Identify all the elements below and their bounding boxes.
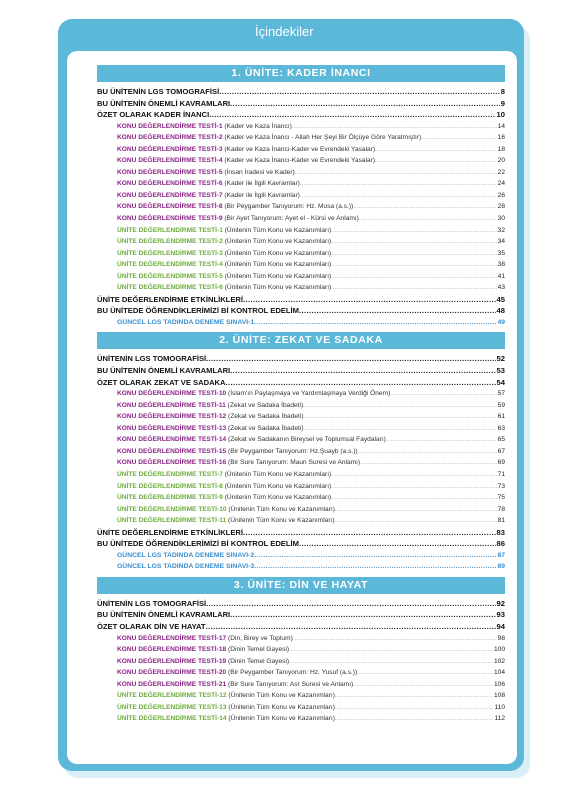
dot-leader [331,271,496,283]
toc-entry[interactable] [97,317,505,329]
test-name: KONU DEĞERLENDİRME TESTİ-12 [117,413,227,421]
entry-label: BU ÜNİTEDE ÖĞRENDİKLERİMİZİ Bİ KONTROL EDELİM [97,539,299,549]
page-number: 49 [497,318,505,326]
dot-leader [219,86,500,98]
dot-leader [300,190,497,202]
dot-leader [335,713,494,725]
toc-entry[interactable] [97,305,505,317]
entry-label: GÜNCEL LGS TADINDA DENEME SINAVI-3 [117,563,255,571]
toc-entry[interactable] [97,144,505,156]
entry-label: BU ÜNİTENİN LGS TOMOGRAFİSİ [97,87,220,96]
entry-label [117,667,357,679]
page-title: İçindekiler [255,24,314,39]
test-name: KONU DEĞERLENDİRME TESTİ-16 [117,459,227,467]
page-number: 106 [493,680,505,688]
dot-leader [331,481,496,493]
page-number: 28 [497,203,505,211]
page-number: 81 [497,517,505,525]
dot-leader [390,388,496,400]
test-description: (Bir Peygamber Tanıyorum: Hz.Şuayb (a.s.)) [228,447,358,455]
dot-leader [230,365,495,377]
test-name: KONU DEĞERLENDİRME TESTİ-17 [117,634,227,642]
test-description: (Zekat ve Sadaka İbadeti) [227,401,304,409]
test-name: KONU DEĞERLENDİRME TESTİ-14 [117,436,227,444]
page-number: 110 [494,703,505,711]
entry-label [117,248,331,260]
page-number: 10 [496,110,505,120]
toc-entry[interactable] [97,713,505,725]
test-description: (Ünitenin Tüm Konu ve Kazanımları) [224,482,332,490]
toc-entry[interactable] [97,259,505,271]
page-number: 108 [493,692,505,700]
entry-label [117,515,335,527]
test-name: KONU DEĞERLENDİRME TESTİ-19 [117,657,227,665]
toc-entry[interactable] [97,492,505,504]
page-number: 71 [497,470,505,478]
entry-label: BU ÜNİTEDE ÖĞRENDİKLERİMİZİ Bİ KONTROL EDELİM [97,306,299,316]
entry-label [117,690,335,702]
entry-label [117,121,292,133]
toc-entry[interactable] [97,609,505,621]
page-number: 43 [497,284,505,292]
test-description: (Bir Peygamber Tanıyorum: Hz. Musa (a.s.)) [224,203,354,211]
dot-leader [254,550,496,562]
toc-entry[interactable] [97,550,505,562]
entry-label [117,132,421,144]
entry-label: GÜNCEL LGS TADINDA DENEME SINAVI-2 [117,551,255,559]
test-name: KONU DEĞERLENDİRME TESTİ-5 [117,168,223,176]
page-number: 14 [497,122,505,130]
toc-entry[interactable] [97,213,505,225]
entry-label [117,201,353,213]
test-description: (Zekat ve Sadakanın Bireysel ve Toplumsal Faydaları) [228,436,386,444]
dot-leader [331,469,496,481]
dot-leader [299,305,496,317]
toc-entry[interactable] [97,598,505,610]
test-description: (Ünitenin Tüm Konu ve Kazanımları) [224,238,332,246]
toc-entry[interactable] [97,527,505,539]
page-number: 34 [497,238,505,246]
dot-leader [331,282,496,294]
toc-entry[interactable] [97,644,505,656]
entry-label: ÜNİTENİN LGS TOMOGRAFİSİ [97,354,207,364]
test-description: (Din, Birey ve Toplum) [228,634,293,642]
dot-leader [335,690,493,702]
test-description: (Bir Ayet Tanıyorum: Ayet el - Kürsi ve Anlamı) [224,215,359,223]
page-number: 65 [497,436,505,444]
dot-leader [353,679,493,691]
entry-label [117,481,331,493]
dot-leader [335,515,497,527]
page-number: 41 [497,272,505,280]
test-name: KONU DEĞERLENDİRME TESTİ-6 [117,180,223,188]
test-name: ÜNİTE DEĞERLENDİRME TESTİ-14 [117,715,227,723]
test-description: (Dinin Temel Gayesi) [228,646,290,654]
page-number: 83 [496,527,505,537]
test-name: ÜNİTE DEĞERLENDİRME TESTİ-6 [117,284,223,292]
test-description: (Ünitenin Tüm Konu ve Kazanımları) [224,494,332,502]
toc-entry[interactable] [97,469,505,481]
toc-entry[interactable] [97,178,505,190]
dot-leader [254,317,496,329]
dot-leader [353,201,496,213]
toc-entry[interactable] [97,690,505,702]
toc-entry[interactable] [97,400,505,412]
dot-leader [289,644,493,656]
toc-entry[interactable] [97,282,505,294]
toc-entry[interactable] [97,702,505,714]
test-description: (Ünitenin Tüm Konu ve Kazanımları) [224,470,332,478]
dot-leader [357,667,493,679]
test-description: (Ünitenin Tüm Konu ve Kazanımları) [228,692,335,700]
toc-entry[interactable] [97,365,505,377]
toc-entry[interactable] [97,155,505,167]
test-name: ÜNİTE DEĞERLENDİRME TESTİ-5 [117,272,223,280]
page-number: 63 [497,424,505,432]
toc-entry[interactable] [97,457,505,469]
test-description: (Ünitenin Tüm Konu ve Kazanımları) [228,517,335,525]
toc-entry[interactable] [97,538,505,550]
entry-label [117,423,304,435]
page-number: 100 [493,646,505,654]
page-number: 92 [496,598,505,608]
test-description: (Ünitenin Tüm Konu ve Kazanımları) [228,703,335,711]
page-number: 73 [497,482,505,490]
dot-leader [230,609,495,621]
dot-leader [226,377,496,389]
dot-leader [292,121,497,133]
entry-label [117,504,335,516]
toc-entry[interactable] [97,561,505,573]
page-number: 87 [497,551,505,559]
test-name: KONU DEĞERLENDİRME TESTİ-3 [117,145,223,153]
test-description: (İslam'ın Paylaşmaya ve Yardımlaşmaya Verdiği Önem) [228,390,391,398]
test-description: (Ünitenin Tüm Konu ve Kazanımları) [224,261,332,269]
table-of-contents [97,65,505,725]
dot-leader [331,492,496,504]
test-name: KONU DEĞERLENDİRME TESTİ-7 [117,191,223,199]
toc-entry[interactable] [97,656,505,668]
unit-heading: 2. ÜNİTE: ZEKAT VE SADAKA [97,332,505,349]
test-description: (İnsan İradesi ve Kader) [224,168,295,176]
dot-leader [206,598,495,610]
entry-label [117,446,358,458]
page-number: 112 [494,715,505,723]
entry-label [117,213,359,225]
test-description: (Kader ve Kaza İnancı-Kader ve Evrendeki Yasalar) [224,157,376,165]
page-number: 86 [496,539,505,549]
toc-entry[interactable] [97,515,505,527]
test-description: (Kader ile İlgili Kavramlar) [224,180,300,188]
test-name: ÜNİTE DEĞERLENDİRME TESTİ-4 [117,261,223,269]
dot-leader [295,167,497,179]
entry-label [117,271,331,283]
page-number: 102 [493,657,505,665]
dot-leader [375,155,497,167]
toc-entry[interactable] [97,446,505,458]
entry-label [117,644,289,656]
page-number: 8 [500,87,505,96]
entry-label [117,178,300,190]
page-number: 38 [497,261,505,269]
page-number: 69 [497,459,505,467]
toc-entry[interactable] [97,271,505,283]
test-name: KONU DEĞERLENDİRME TESTİ-10 [117,390,227,398]
toc-entry[interactable] [97,481,505,493]
page-number: 20 [497,157,505,165]
test-name: ÜNİTE DEĞERLENDİRME TESTİ-8 [117,482,223,490]
entry-label: ÜNİTE DEĞERLENDİRME ETKİNLİKLERİ [97,527,243,537]
entry-label [117,282,331,294]
page-number: 9 [500,98,505,108]
test-name: KONU DEĞERLENDİRME TESTİ-1 [117,122,223,130]
entry-label [117,388,390,400]
test-name: ÜNİTE DEĞERLENDİRME TESTİ-13 [117,703,227,711]
toc-entry[interactable] [97,621,505,633]
entry-label [117,679,353,691]
entry-label [117,469,331,481]
test-name: KONU DEĞERLENDİRME TESTİ-4 [117,157,223,165]
dot-leader [304,411,497,423]
toc-entry[interactable] [97,504,505,516]
dot-leader [254,561,496,573]
entry-label [117,155,375,167]
dot-leader [331,259,496,271]
dot-leader [360,457,496,469]
entry-label: BU ÜNİTENİN ÖNEMLİ KAVRAMLARI [97,610,231,620]
entry-label [117,656,289,668]
page-number: 53 [496,366,505,376]
test-description: (Ünitenin Tüm Konu ve Kazanımları) [224,272,332,280]
test-description: (Ünitenin Tüm Konu ve Kazanımları) [228,715,335,723]
test-name: ÜNİTE DEĞERLENDİRME TESTİ-9 [117,494,223,502]
page-number: 104 [493,669,505,677]
page-number: 78 [497,505,505,513]
toc-entry[interactable] [97,109,505,121]
entry-label [117,633,293,645]
toc-entry[interactable] [97,132,505,144]
entry-label: BU ÜNİTENİN ÖNEMLİ KAVRAMLARI [97,366,231,376]
entry-label: BU ÜNİTENİN ÖNEMLİ KAVRAMLARI [97,98,231,108]
dot-leader [359,213,497,225]
dot-leader [303,400,496,412]
page-number: 18 [497,145,505,153]
test-description: (Ünitenin Tüm Konu ve Kazanımları) [224,284,332,292]
test-description: (Kader ve Kaza İnancı) [224,122,292,130]
dot-leader [331,225,496,237]
test-description: (Ünitenin Tüm Konu ve Kazanımları) [228,505,335,513]
test-description: (Zekat ve Sadaka İbadeti) [228,424,304,432]
page-number: 52 [496,354,505,364]
page-number: 26 [497,191,505,199]
test-name: KONU DEĞERLENDİRME TESTİ-9 [117,215,223,223]
toc-entry[interactable] [97,190,505,202]
entry-label [117,434,386,446]
entry-label [117,713,335,725]
dot-leader [300,178,497,190]
test-name: KONU DEĞERLENDİRME TESTİ-2 [117,134,223,142]
test-name: KONU DEĞERLENDİRME TESTİ-8 [117,203,223,211]
entry-label [117,144,375,156]
test-name: ÜNİTE DEĞERLENDİRME TESTİ-11 [117,517,227,525]
test-name: KONU DEĞERLENDİRME TESTİ-13 [117,424,227,432]
dot-leader [421,132,496,144]
toc-entry[interactable] [97,353,505,365]
toc-entry[interactable] [97,377,505,389]
entry-label [117,236,331,248]
toc-entry[interactable] [97,98,505,110]
entry-label: ÖZET OLARAK KADER İNANCI [97,110,210,120]
page-number: 93 [496,610,505,620]
unit-heading: 1. ÜNİTE: KADER İNANCI [97,65,505,82]
test-name: ÜNİTE DEĞERLENDİRME TESTİ-12 [117,692,227,700]
toc-entry[interactable] [97,121,505,133]
toc-entry[interactable] [97,225,505,237]
test-name: ÜNİTE DEĞERLENDİRME TESTİ-1 [117,226,223,234]
page-number: 59 [497,401,505,409]
test-name: KONU DEĞERLENDİRME TESTİ-20 [117,669,227,677]
test-name: KONU DEĞERLENDİRME TESTİ-21 [117,680,227,688]
entry-label [117,167,295,179]
dot-leader [304,423,497,435]
toc-entry[interactable] [97,201,505,213]
dot-leader [230,98,500,110]
dot-leader [358,446,497,458]
toc-entry[interactable] [97,388,505,400]
test-description: (Kader ile İlgili Kavramlar) [224,191,300,199]
page-number: 32 [497,226,505,234]
dot-leader [331,248,496,260]
test-name: ÜNİTE DEĞERLENDİRME TESTİ-10 [117,505,227,513]
page-number: 94 [496,621,505,631]
page-number: 45 [496,294,505,304]
page-number: 67 [497,447,505,455]
toc-entry[interactable] [97,679,505,691]
test-name: ÜNİTE DEĞERLENDİRME TESTİ-3 [117,249,223,257]
entry-label: ÜNİTENİN LGS TOMOGRAFİSİ [97,598,207,608]
page-number: 54 [496,377,505,387]
entry-label: GÜNCEL LGS TADINDA DENEME SINAVI-1 [117,318,255,326]
page-number: 98 [497,634,505,642]
test-description: (Zekat ve Sadaka İbadeti) [228,413,304,421]
toc-entry[interactable] [97,411,505,423]
dot-leader [335,702,494,714]
entry-label [117,190,300,202]
entry-label: ÖZET OLARAK ZEKAT VE SADAKA [97,377,226,387]
test-description: (Kader ve Kaza İnancı - Allah Her Şeyi Bir Ölçüye Göre Yaratmıştır) [224,134,422,142]
test-name: KONU DEĞERLENDİRME TESTİ-15 [117,447,227,455]
dot-leader [206,621,496,633]
entry-label [117,400,303,412]
entry-label: ÖZET OLARAK DİN VE HAYAT [97,621,206,631]
page-number: 89 [497,563,505,571]
page-number: 24 [497,180,505,188]
page-number: 48 [496,306,505,316]
dot-leader [243,527,496,539]
entry-label [117,457,360,469]
toc-entry[interactable] [97,667,505,679]
dot-leader [209,109,495,121]
test-description: (Dinin Temel Gayesi) [228,657,290,665]
test-description: (Bir Sure Tanıyorum: Asr Suresi ve Anlamı) [228,680,354,688]
test-name: ÜNİTE DEĞERLENDİRME TESTİ-7 [117,470,223,478]
dot-leader [299,538,496,550]
page-number: 75 [497,494,505,502]
test-name: ÜNİTE DEĞERLENDİRME TESTİ-2 [117,238,223,246]
page-number: 35 [497,249,505,257]
dot-leader [243,294,496,306]
toc-entry[interactable] [97,434,505,446]
test-description: (Bir Peygamber Tanıyorum: Hz. Yusuf (a.s.)) [228,669,358,677]
dot-leader [335,504,497,516]
page-number: 57 [497,390,505,398]
toc-entry[interactable] [97,167,505,179]
toc-entry[interactable] [97,248,505,260]
test-name: KONU DEĞERLENDİRME TESTİ-11 [117,401,226,409]
toc-entry[interactable] [97,423,505,435]
dot-leader [293,633,497,645]
dot-leader [289,656,493,668]
entry-label [117,225,331,237]
entry-label [117,702,335,714]
dot-leader [206,353,495,365]
toc-entry[interactable] [97,236,505,248]
dot-leader [386,434,497,446]
dot-leader [375,144,497,156]
page-number: 61 [497,413,505,421]
entry-label [117,492,331,504]
test-description: (Ünitenin Tüm Konu ve Kazanımları) [224,249,332,257]
toc-entry[interactable] [97,86,505,98]
entry-label [117,259,331,271]
dot-leader [331,236,496,248]
entry-label [117,411,304,423]
unit-heading: 3. ÜNİTE: DİN VE HAYAT [97,577,505,594]
toc-entry[interactable] [97,633,505,645]
toc-entry[interactable] [97,294,505,306]
test-description: (Bir Sure Tanıyorum: Maun Suresi ve Anlamı) [228,459,361,467]
test-name: KONU DEĞERLENDİRME TESTİ-18 [117,646,227,654]
page-number: 30 [497,215,505,223]
test-description: (Ünitenin Tüm Konu ve Kazanımları) [224,226,332,234]
page-number: 22 [497,168,505,176]
entry-label: ÜNİTE DEĞERLENDİRME ETKİNLİKLERİ [97,294,243,304]
test-description: (Kader ve Kaza İnancı-Kader ve Evrendeki Yasalar) [224,145,376,153]
page-number: 16 [497,134,505,142]
